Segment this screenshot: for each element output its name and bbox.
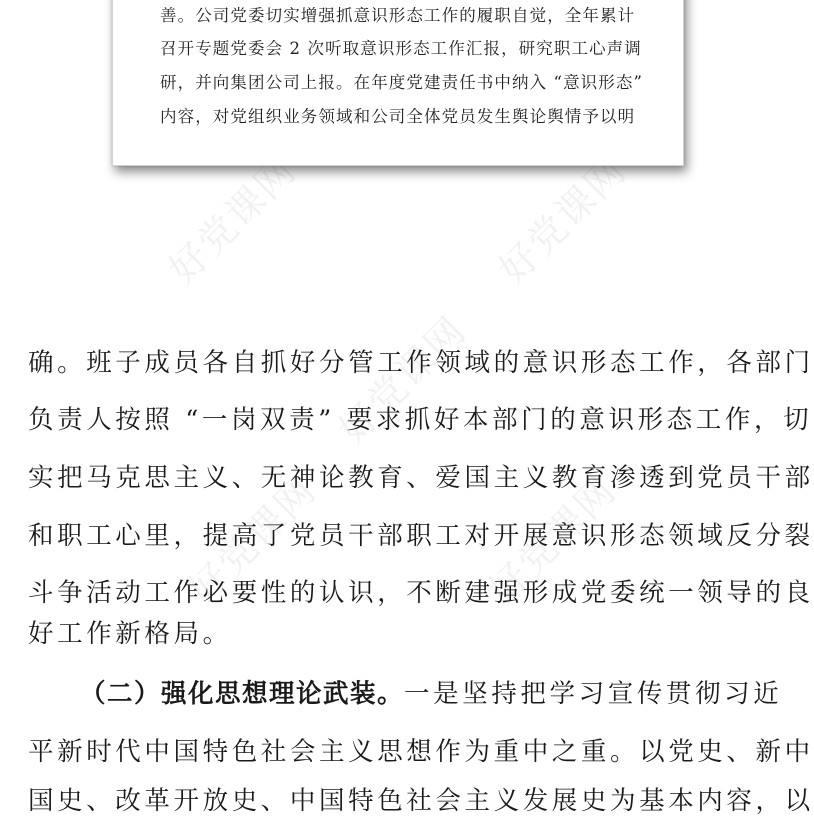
watermark-text: 好党课网 xyxy=(330,307,475,453)
card-text-line: 研，并向集团公司上报。在年度党建责任书中纳入 “意识形态” xyxy=(160,73,644,92)
section-line xyxy=(80,679,782,709)
inset-page-card xyxy=(112,0,684,166)
section-heading: （二）强化思想理论武装。 xyxy=(80,679,405,709)
watermark-text: 好党课网 xyxy=(160,147,305,293)
card-text-line: 召开专题党委会 2 次听取意识形态工作汇报，研究职工心声调 xyxy=(160,39,642,58)
paragraph-line: 和职工心里，提高了党员干部职工对开展意识形态领域反分裂 xyxy=(28,521,814,551)
card-text-line: 善。公司党委切实增强抓意识形态工作的履职自觉，全年累计 xyxy=(160,6,636,25)
paragraph-line: 斗争活动工作必要性的认识，不断建强形成党委统一领导的良 xyxy=(28,578,814,608)
paragraph-line: 实把马克思主义、无神论教育、爱国主义教育渗透到党员干部 xyxy=(28,463,814,493)
watermark-text: 好党课网 xyxy=(480,467,625,613)
paragraph-line: 平新时代中国特色社会主义思想作为重中之重。以党史、新中 xyxy=(28,737,814,767)
paragraph-line: 国史、改革开放史、中国特色社会主义发展史为基本内容，以 xyxy=(28,786,814,816)
section-text: 一是坚持把学习宣传贯彻习近 xyxy=(404,679,783,709)
watermark-text: 好党课网 xyxy=(180,467,325,613)
paragraph-line: 负责人按照 “一岗双责” 要求抓好本部门的意识形态工作，切 xyxy=(28,405,813,435)
paragraph-line: 好工作新格局。 xyxy=(28,619,232,649)
paragraph-line: 确。班子成员各自抓好分管工作领域的意识形态工作，各部门 xyxy=(28,348,814,378)
watermark-text: 好党课网 xyxy=(490,147,635,293)
card-text-line: 内容，对党组织业务领域和公司全体党员发生舆论舆情予以明 xyxy=(160,107,636,126)
